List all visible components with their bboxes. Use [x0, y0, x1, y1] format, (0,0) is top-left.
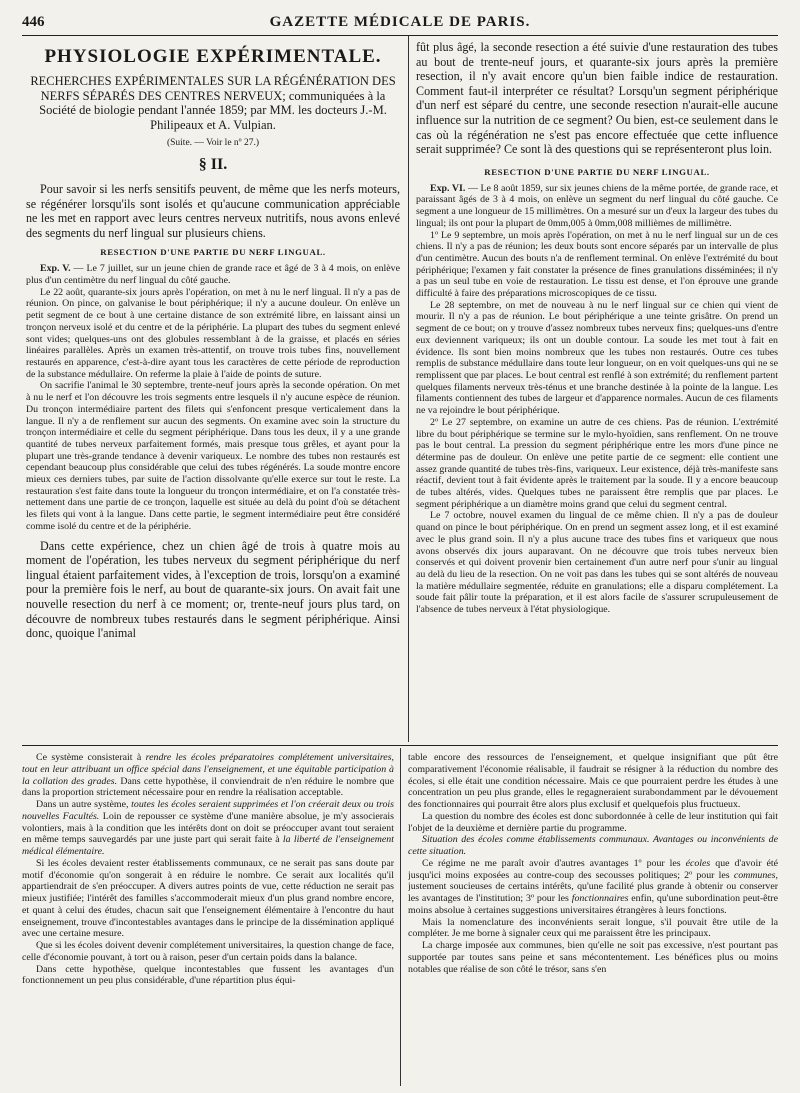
text-run: Loin de repousser ce système d'une manière absolue, je m'y associerais volontiers, mais à la condition que les intérêts dont on doit se préoccuper avant tout seraient en même temps sauvegardés par une juste part qui serait faite à — [22, 810, 394, 846]
article-title: RECHERCHES EXPÉRIMENTALES SUR LA RÉGÉNÉRATION DES NERFS SÉPARÉS DES CENTRES NERVEUX; communiquées à la Société de biologie pendant l'année 1859; par MM. les docteurs J.-M. Philipeaux et A. Vulpian. — [30, 74, 396, 132]
continuation-note: (Suite. — Voir le nº 27.) — [166, 138, 260, 148]
experiment-paragraph — [26, 263, 400, 286]
feuilleton-paragraph: La charge imposée aux communes, bien qu'elle ne soit pas excessive, n'est pourtant pas supportée par toutes sans peine et sans mécontentement. Les bénéfices plus ou moins notables que réalise de son côté le trésor, sans s'en — [408, 940, 778, 975]
feuilleton-paragraph: table encore des ressources de l'enseignement, et quelque insignifiant que pût être comparativement l'économie réalisable, il faudrait se résigner à la réduction du nombre des écoles, si elle était une condition nécessaire. Mais ce que pourraient perdre les études à une concentration un peu plus grande, elles le regagneraient surabondamment par le dévouement des fonctionnaires qui pourrait être alors plus exclusif et quelquefois plus fructueux. — [408, 752, 778, 810]
text-run: que d'avoir été jusqu'ici moins exposées au contre-coup des secousses politiques; 2º pour les — [408, 857, 778, 881]
body-paragraph: fût plus âgé, la seconde resection a été suivie d'une restauration des tubes au bout de trente-neuf jours, et quarante-six jours après la première resection, il n'y avait encore qu'un bien faible indice de restauration. Comment faut-il interpréter ce résultat? Lorsqu'un segment périphérique d'un nerf est séparé du centre, une seconde resection n'aurait-elle aucune influence sur la nutrition de ce segment? Ou bien, est-ce seulement dans le cas où la régénération ne s'est pas encore effectuée que cette influence serait supprimée? Ce sont là des questions qui se représenteront plus loin. — [416, 40, 778, 157]
body-paragraph: 2º Le 27 septembre, on examine un autre de ces chiens. Pas de réunion. L'extrémité libre du bout périphérique se termine sur le mylo-hyoïdien, sans renflement. On ne trouve pas le bout central. La pression du segment périphérique entre les mors d'une pince ne détermine pas de douleur. On enlève une petite partie de ce segment: elle contient une assez grande quantité de tubes très-fins, variqueux. Leur existence, déjà très-manifeste sans réactif, devient tout à fait évidente après le traitement par la soude. Il y a encore beaucoup de tubes altérés, vides. Quelques tubes ne paraissent être remplis que par places. Le segment périphérique a un diamètre moins grand que celui du segment central. — [416, 416, 778, 510]
feuilleton-right-column — [408, 752, 778, 1090]
text-run: Ce système consisterait à — [36, 752, 146, 763]
header-rule — [22, 35, 778, 36]
page-number: 446 — [22, 14, 45, 30]
right-column — [416, 40, 778, 740]
emphasis-run: communes — [733, 869, 776, 881]
emphasis-run: rendre les écoles préparatoires complétement universitaires, tout en leur attribuant un office spécial dans l'enseignement, et une équitable participation à la collation des grades. — [22, 752, 394, 787]
feuilleton-paragraph: Dans cette hypothèse, quelque incontestables que fussent les avantages d'un fonctionnement un peu plus considérable, d'une répartition plus équi- — [22, 963, 394, 987]
page-header — [22, 12, 778, 34]
experiment-paragraph — [416, 183, 778, 230]
feuilleton-paragraph: Mais la nomenclature des inconvénients serait longue, s'il pouvait être utile de la compléter. Je me borne à signaler ceux qui me paraissent être les principaux. — [408, 916, 778, 940]
section-mark: § II. — [198, 156, 228, 173]
body-paragraph: Dans cette expérience, chez un chien âgé de trois à quatre mois au moment de l'opération, les tubes nerveux du segment périphérique du nerf lingual étaient parfaitement vides, à l'exception de trois, lorsqu'on a examiné pour la première fois le nerf, au bout de quarante-six jours. On avait fait une nouvelle resection du nerf à ce moment; or, trente-neuf jours plus tard, on découvre de nombreux tubes restaurés dans le segment périphérique. Ainsi donc, quoique l'animal — [26, 538, 400, 641]
body-paragraph: Le 22 août, quarante-six jours après l'opération, on met à nu le nerf lingual. Il n'y a pas de réunion. On pince, on galvanise le bout périphérique; il n'y a aucune douleur. On enlève un petit segment de ce bout à une certaine distance de son extrémité libre, en laissant ainsi un tronçon nerveux isolé et du centre et de la périphérie. La plupart des tubes du segment enlevé sont vides; quelques-uns ont des globules ressemblant à de la graisse, et placés en séries linéaires parallèles. Après un examen très-attentif, on trouve trois tubes fins, nouvellement restaurés en apparence, c'est-à-dire ayant tous les caractères de cette période de reproduction de la substance médullaire. On referme la plaie à l'aide de points de suture. — [26, 286, 400, 380]
left-column — [26, 44, 400, 738]
emphasis-run: écoles — [685, 857, 711, 869]
body-paragraph: Le 7 octobre, nouvel examen du lingual de ce même chien. Il n'y a pas de douleur quand on pince le bout périphérique. On en prend un segment assez long, et il est examiné avec le plus grand soin. Il n'y a plus aucune trace des tubes fins et variqueux que nous avons observés dix jours auparavant. On ne découvre que trois tubes nerveux bien conservés et qui doivent provenir bien certainement d'un autre nerf pour s'unir au lingual au delà du lieu de la resection. On ne voit pas dans les tubes qui se sont altérés de nouveau la matière médullaire segmentée, réduite en granulations; elle a disparu complétement. La soude fait pâlir toute la préparation, et il est alors facile de s'assurer scrupuleusement de l'absence de tubes nerveux à l'état physiologique. — [416, 510, 778, 616]
feuilleton-left-column — [22, 752, 394, 1090]
running-title: GAZETTE MÉDICALE DE PARIS. — [269, 14, 531, 30]
feuilleton-subtitle — [408, 834, 778, 858]
experiment-label: Exp. V. — [40, 263, 71, 275]
intro-paragraph: Pour savoir si les nerfs sensitifs peuvent, de même que les nerfs moteurs, se régénérer lorsqu'ils sont isolés et qu'aucune communication appréciable ne les met en rapport avec leurs centres nerveux nutritifs, nous avons enlevé des segments du nerf lingual sur plusieurs chiens. — [26, 182, 400, 240]
column-divider-top — [408, 36, 409, 742]
feuilleton-paragraph: La question du nombre des écoles est donc subordonnée à celle de leur institution qui fait l'objet de la deuxième et dernière partie du programme. — [408, 810, 778, 834]
emphasis-run: Situation des écoles comme établissements communaux. Avantages ou inconvénients de cette situation. — [408, 834, 778, 857]
text-run: Dans cette hypothèse, il conviendrait de n'en réduire le nombre que dans la proportion strictement nécessaire pour en rendre la réalisation acceptable. — [22, 775, 394, 799]
body-paragraph: Le 28 septembre, on met de nouveau à nu le nerf lingual sur ce chien qui vient de mourir. Il n'y a pas de réunion. Le bout périphérique a une teinte grisâtre. On prend un segment de ce bout; on y trouve d'assez nombreux tubes nerveux fins; quelques-uns d'entre eux deviennent variqueux; ils ont un double contour. La soude les met tout à fait en évidence. Ils sont bien moins nombreux que les tubes non restaurés. Outre ces tubes remplis de substance médullaire dans toute leur longueur, on en voit quelques-uns qui ne se remplissent que par places. Le bout central est renflé à son extrémité; du renflement partent quelques filaments nerveux très-ténus et une branche destinée à la pointe de la langue. Les filaments contiennent des tubes de largeur et d'apparence normales. Aucun de ces filaments ne va rejoindre le bout périphérique. — [416, 299, 778, 417]
body-paragraph: 1º Le 9 septembre, un mois après l'opération, on met à nu le nerf lingual sur un de ces chiens. Il n'y a pas de réunion; les deux bouts sont encore séparés par un intervalle de plus d'un centimètre. Aucun des bouts n'a de renflement terminal. On enlève l'extrémité du bout périphérique; l'examen y fait constater la présence de fines granulations disséminées; il n'y a pas un seul tube en voie de restauration. Le tissu est dense, et l'on éprouve une grande difficulté à faire des préparations microscopiques de ce tissu. — [416, 229, 778, 300]
section-title: PHYSIOLOGIE EXPÉRIMENTALE. — [44, 46, 382, 67]
text-run: enfin, qu'une subordination peut-être moins absolue à certaines suggestions universitaires étrangères à leurs fonctions. — [408, 893, 778, 916]
emphasis-run: toutes les écoles seraient supprimées et l'on créerait deux ou trois nouvelles Facultés. — [22, 799, 394, 822]
text-run: , justement soucieuses de certains intérêts, qu'une facilité plus grande à obtenir ou conserver les avantages de l'institution; 3º pour les — [408, 869, 778, 904]
text-run: Dans un autre système, — [36, 799, 132, 810]
experiment-text: — Le 8 août 1859, sur six jeunes chiens de la même portée, de grande race, et paraissant âgés de 3 à 4 mois, on enlève un segment du nerf lingual du côté gauche. Ce segment a une longueur de 15 millimètres. On a mesuré sur un d'eux la largeur des tubes du lingual; ils ont pour la plupart de 0mm,005 à 0mm,008 millièmes de millimètre. — [416, 182, 778, 229]
emphasis-run: la liberté de l'enseignement médical élémentaire. — [22, 834, 394, 857]
subheading: RESECTION D'UNE PARTIE DU NERF LINGUAL. — [484, 166, 710, 177]
feuilleton-paragraph — [22, 752, 394, 799]
column-divider-bottom — [400, 748, 401, 1086]
feuilleton-paragraph — [408, 858, 778, 917]
text-run: Ce régime ne me paraît avoir d'autres avantages 1º pour les — [422, 857, 686, 869]
emphasis-run: fonctionnaires — [571, 893, 629, 904]
body-paragraph: On sacrifie l'animal le 30 septembre, trente-neuf jours après la seconde opération. On met à nu le nerf et l'on découvre les trois segments entre lesquels il n'y aucune espèce de réunion. Du tronçon intermédiaire partent des filets qui s'enfoncent presque verticalement dans la langue. Il n'y a de renflement sur aucun des segments. On examine avec soin la structure du tronçon intermédiaire et celle du segment périphérique. Dans tous les deux, il y a une grande quantité de tubes nerveux parfaitement formés, mais presque tous grêles, et ayant pour la plupart une très-grande tendance à devenir variqueux. Le nombre des tubes non restaurés est cependant beaucoup plus considérable que celui des tubes régénérés. La soude montre encore mieux ces derniers tubes, par suite de l'action dissolvante qu'elle exerce sur tout le reste. La restauration s'est faite dans toute la longueur du tronçon intermédiaire, et on l'a constatée très-nettement dans une partie de ce tronçon, laquelle est située au delà du point d'où se détachent les filets qui vont à la langue. Dans cette partie, le segment intermédiaire peut être considéré comme isolé du centre et de la périphérie. — [26, 380, 400, 532]
experiment-text: — Le 7 juillet, sur un jeune chien de grande race et âgé de 3 à 4 mois, on enlève plus d'un centimètre du nerf lingual du côté gauche. — [26, 263, 400, 287]
feuilleton-rule — [22, 745, 778, 746]
feuilleton-paragraph: Que si les écoles doivent devenir complétement universitaires, la question change de face, celle d'économie pouvant, à tort ou à raison, peser d'un certain poids dans la balance. — [22, 940, 394, 963]
feuilleton-paragraph — [22, 799, 394, 858]
subheading: RESECTION D'UNE PARTIE DU NERF LINGUAL. — [100, 247, 326, 258]
feuilleton-paragraph: Si les écoles devaient rester établissements communaux, ce ne serait pas sans doute par motif d'économie qu'on songerait à en réduire le nombre. Ce serait aux localités qu'il appartiendrait de s'en préoccuper. A divers autres points de vue, cette réduction ne serait pas mieux justifiée; l'intérêt des familles s'accommoderait mieux d'un plus grand nombre encore, et quant à celui des études, chacun sait que l'enseignement élémentaire à l'encontre du haut enseignement, trouve d'incontestables avantages dans le principe de la dissémination appliqué avec une certaine mesure. — [22, 857, 394, 940]
experiment-label: Exp. VI. — [430, 182, 466, 194]
